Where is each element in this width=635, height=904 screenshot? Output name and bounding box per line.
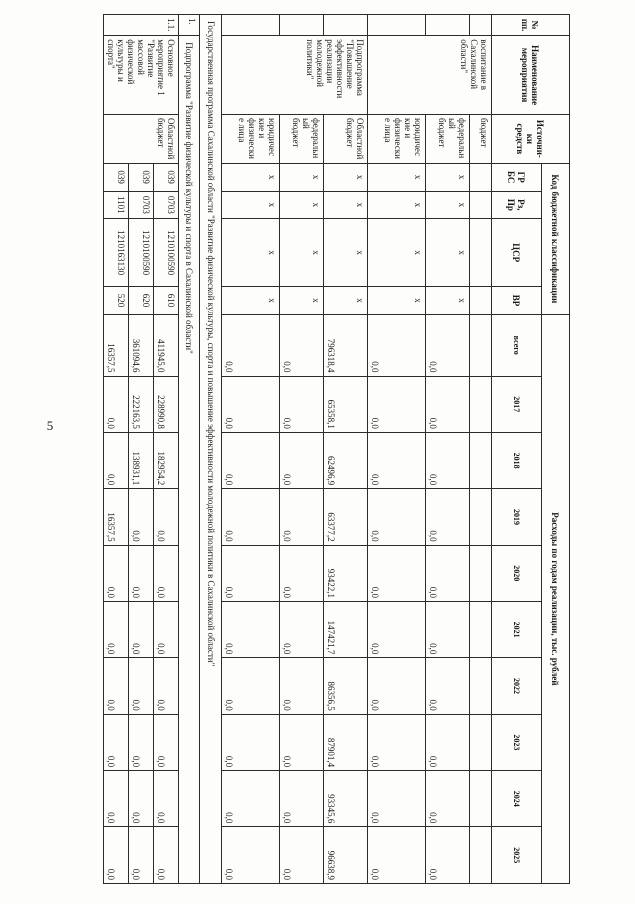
row-csr: 1210163130: [104, 219, 129, 287]
row-value: 0,0: [104, 601, 129, 657]
row-name: Подпрограмма "Повышение эффективности реализации молодежной политики": [222, 36, 368, 115]
row-value: 0,0: [426, 771, 470, 827]
row-value: 62496,9: [324, 432, 368, 488]
row-value: 0,0: [222, 771, 280, 827]
row-name: воспитание в Сахалинской области": [368, 36, 492, 115]
row-value: 0,0: [104, 714, 129, 770]
row-total: 411945,0: [154, 314, 179, 376]
row-total: 0,0: [426, 314, 470, 376]
row-vr: x: [222, 287, 280, 315]
header-name: Наименование мероприятия: [492, 36, 570, 115]
row-value: 0,0: [368, 827, 426, 884]
row-value: 0,0: [368, 601, 426, 657]
header-year: 2025: [492, 827, 542, 884]
row-total: 796318,4: [324, 314, 368, 376]
subprogram-title: Подпрограмма "Развитие физической культуры и спорта в Сахалинской области": [179, 36, 200, 884]
row-grbs: 039: [104, 163, 129, 191]
row-value: [470, 714, 492, 770]
row-value: 0,0: [104, 827, 129, 884]
row-value: 0,0: [368, 658, 426, 714]
row-value: 0,0: [154, 771, 179, 827]
row-grbs: 039: [154, 163, 179, 191]
row-value: 147421,7: [324, 601, 368, 657]
row-value: 16357,5: [104, 489, 129, 545]
row-value: 228990,8: [154, 376, 179, 432]
row-value: [470, 432, 492, 488]
row-value: [470, 376, 492, 432]
row-value: 0,0: [280, 545, 324, 601]
row-value: [470, 827, 492, 884]
row-grbs: x: [324, 163, 368, 191]
header-vr: ВР: [492, 287, 542, 315]
row-value: 0,0: [280, 376, 324, 432]
header-source: Источни-ки средств: [492, 114, 570, 163]
row-value: 0,0: [368, 489, 426, 545]
row-value: 0,0: [222, 376, 280, 432]
row-value: 0,0: [280, 658, 324, 714]
row-rzpr: x: [222, 191, 280, 219]
header-year: 2024: [492, 771, 542, 827]
row-vr: 610: [154, 287, 179, 315]
row-total: 0,0: [368, 314, 426, 376]
row-csr: x: [324, 219, 368, 287]
row-value: [470, 771, 492, 827]
row-value: 138931,1: [129, 432, 154, 488]
row-value: 0,0: [222, 545, 280, 601]
header-expenses: Расходы по годам реализации, тыс. рублей: [542, 314, 570, 883]
row-value: 0,0: [426, 827, 470, 884]
table-row: [470, 15, 492, 884]
row-num: [280, 15, 324, 36]
row-vr: x: [324, 287, 368, 315]
row-value: 0,0: [222, 827, 280, 884]
row-vr: x: [368, 287, 426, 315]
row-value: 0,0: [368, 714, 426, 770]
table-row: [426, 15, 470, 884]
header-year: 2019: [492, 489, 542, 545]
event-source: Областной бюджет: [104, 114, 179, 163]
row-grbs: 039: [129, 163, 154, 191]
row-value: 0,0: [129, 771, 154, 827]
row-value: 93422,1: [324, 545, 368, 601]
row-num: [222, 15, 280, 36]
row-value: 0,0: [368, 545, 426, 601]
row-value: 0,0: [222, 489, 280, 545]
header-year: 2018: [492, 432, 542, 488]
row-rzpr: 1101: [104, 191, 129, 219]
row-csr: x: [368, 219, 426, 287]
row-value: 0,0: [129, 489, 154, 545]
row-value: 63377,2: [324, 489, 368, 545]
row-value: [470, 601, 492, 657]
row-value: 0,0: [222, 658, 280, 714]
state-program-title: Государственная программа Сахалинской области "Развитие физической культуры, спорта и повышение эффективности молодежной политики в Сахалинской области": [200, 15, 222, 884]
row-value: 93345,6: [324, 771, 368, 827]
row-value: 0,0: [368, 771, 426, 827]
row-value: 0,0: [426, 545, 470, 601]
header-year: 2020: [492, 545, 542, 601]
table-row: [324, 15, 368, 884]
row-value: 87901,4: [324, 714, 368, 770]
row-csr: 1210100590: [129, 219, 154, 287]
row-rzpr: x: [324, 191, 368, 219]
header-csr: ЦСР: [492, 219, 542, 287]
header-budget-code: Код бюджетной классификации: [542, 163, 570, 314]
row-value: 0,0: [426, 714, 470, 770]
row-value: 0,0: [280, 601, 324, 657]
row-value: 86356,5: [324, 658, 368, 714]
row-value: [470, 658, 492, 714]
row-value: 0,0: [154, 601, 179, 657]
row-value: 65358,1: [324, 376, 368, 432]
row-rzpr: 0703: [154, 191, 179, 219]
row-rzpr: [470, 191, 492, 219]
event-num: 1.1.: [104, 15, 179, 36]
row-source: Областной бюджет: [324, 114, 368, 163]
page-number: 5: [46, 418, 54, 433]
row-value: 222163,5: [129, 376, 154, 432]
table-row: [368, 15, 426, 884]
row-value: [470, 489, 492, 545]
event-name: Основное мероприятие 1 "Развитие массовой физической культуры и спорта": [104, 36, 179, 115]
row-value: 0,0: [426, 432, 470, 488]
row-value: 0,0: [426, 601, 470, 657]
table-row: [154, 15, 179, 884]
row-grbs: [470, 163, 492, 191]
row-value: [470, 545, 492, 601]
row-grbs: x: [368, 163, 426, 191]
row-value: 0,0: [426, 376, 470, 432]
budget-table: [103, 14, 570, 884]
row-total: 361094,6: [129, 314, 154, 376]
row-vr: x: [426, 287, 470, 315]
header-grbs: ГР БС: [492, 163, 542, 191]
row-value: 0,0: [280, 432, 324, 488]
row-source: федеральный бюджет: [280, 114, 324, 163]
header-rzpr: Рз, Пр: [492, 191, 542, 219]
row-value: 0,0: [222, 714, 280, 770]
row-value: 0,0: [129, 658, 154, 714]
row-grbs: x: [426, 163, 470, 191]
row-source: бюджет: [470, 114, 492, 163]
row-value: 96638,9: [324, 827, 368, 884]
row-value: 0,0: [129, 714, 154, 770]
header-num: № пп.: [492, 15, 570, 36]
row-vr: x: [280, 287, 324, 315]
row-value: 0,0: [280, 489, 324, 545]
row-value: 0,0: [154, 489, 179, 545]
row-value: 0,0: [222, 432, 280, 488]
row-value: 0,0: [104, 771, 129, 827]
row-value: 0,0: [154, 714, 179, 770]
row-value: 0,0: [222, 601, 280, 657]
row-value: 0,0: [154, 658, 179, 714]
row-num: [324, 15, 368, 36]
row-total: 0,0: [280, 314, 324, 376]
row-csr: x: [426, 219, 470, 287]
row-value: 0,0: [104, 432, 129, 488]
row-value: 0,0: [154, 545, 179, 601]
row-vr: 620: [129, 287, 154, 315]
row-vr: [470, 287, 492, 315]
row-csr: x: [280, 219, 324, 287]
header-total: всего: [492, 314, 542, 376]
row-total: 0,0: [222, 314, 280, 376]
row-csr: 1210100590: [154, 219, 179, 287]
row-value: 0,0: [104, 658, 129, 714]
rotated-table-wrapper: [70, 14, 570, 884]
table-row: [280, 15, 324, 884]
row-value: 0,0: [154, 827, 179, 884]
row-total: 16357,5: [104, 314, 129, 376]
row-total: [470, 314, 492, 376]
row-csr: x: [222, 219, 280, 287]
row-value: 0,0: [280, 771, 324, 827]
row-value: 0,0: [280, 827, 324, 884]
table-row: [222, 15, 280, 884]
row-rzpr: x: [368, 191, 426, 219]
row-num: [368, 15, 426, 36]
row-grbs: x: [280, 163, 324, 191]
row-grbs: x: [222, 163, 280, 191]
row-source: федеральный бюджет: [426, 114, 470, 163]
row-value: 0,0: [104, 376, 129, 432]
row-num: [426, 15, 470, 36]
header-year: 2017: [492, 376, 542, 432]
row-value: 0,0: [280, 714, 324, 770]
row-value: 0,0: [129, 601, 154, 657]
row-num: [470, 15, 492, 36]
row-value: 182954,2: [154, 432, 179, 488]
row-value: 0,0: [368, 432, 426, 488]
row-csr: [470, 219, 492, 287]
header-year: 2021: [492, 601, 542, 657]
header-year: 2023: [492, 714, 542, 770]
row-rzpr: x: [280, 191, 324, 219]
row-value: 0,0: [426, 658, 470, 714]
header-year: 2022: [492, 658, 542, 714]
row-rzpr: 0703: [129, 191, 154, 219]
row-value: 0,0: [368, 376, 426, 432]
row-source: юридические и физические лица: [222, 114, 280, 163]
row-vr: 520: [104, 287, 129, 315]
row-value: 0,0: [129, 827, 154, 884]
row-source: юридические и физические лица: [368, 114, 426, 163]
row-rzpr: x: [426, 191, 470, 219]
row-value: 0,0: [104, 545, 129, 601]
row-value: 0,0: [426, 489, 470, 545]
row-value: 0,0: [129, 545, 154, 601]
subprogram-num: 1.: [179, 15, 200, 36]
